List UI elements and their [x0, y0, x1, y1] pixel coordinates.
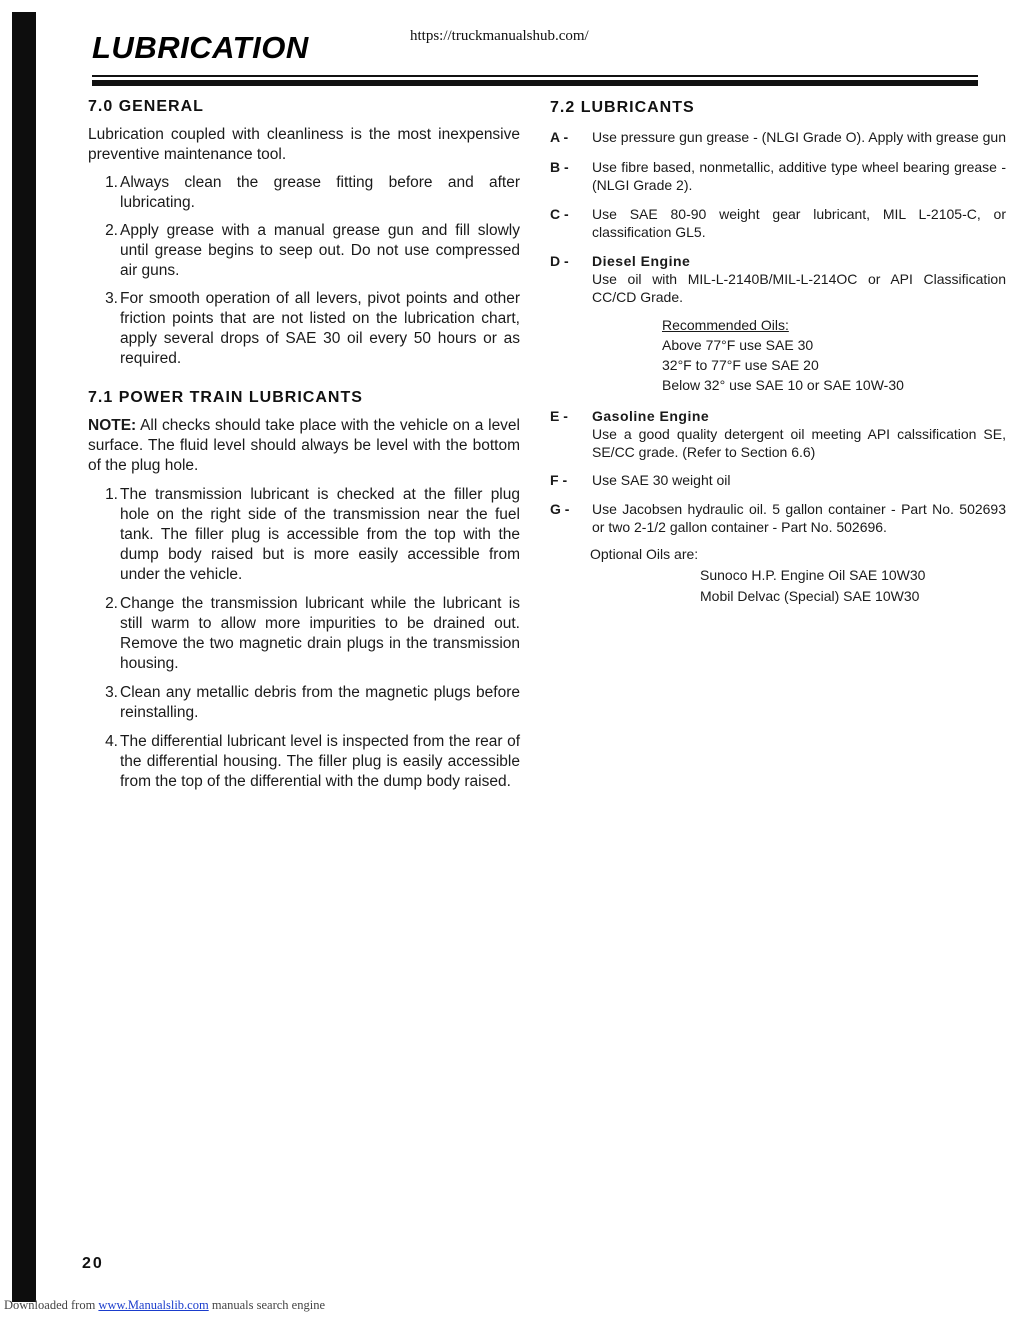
- recommended-oils: [662, 315, 1006, 395]
- lubricant-body: [592, 252, 1006, 306]
- recommended-title: Recommended Oils:: [662, 317, 789, 333]
- lubricant-letter: D -: [550, 253, 569, 269]
- lubricant-item-g: [550, 500, 1006, 536]
- list-text: Apply grease with a manual grease gun and fill slowly until grease begins to seep out. Do not use compressed air guns.: [120, 222, 520, 279]
- page-number: 20: [82, 1255, 104, 1272]
- power-train-list: [88, 485, 520, 792]
- list-text: Clean any metallic debris from the magnetic plugs before reinstalling.: [120, 684, 520, 721]
- optional-oils: [590, 544, 1006, 607]
- lubricant-text: Use pressure gun grease - (NLGI Grade O). Apply with grease gun: [592, 129, 1006, 145]
- lubricant-item-b: [550, 158, 1006, 194]
- optional-line: Sunoco H.P. Engine Oil SAE 10W30: [700, 567, 926, 583]
- list-item: [88, 289, 520, 369]
- header-rule-thick: [92, 80, 978, 86]
- recommended-line: Below 32° use SAE 10 or SAE 10W-30: [662, 377, 904, 393]
- list-number: 1.: [105, 486, 118, 503]
- list-text: The differential lubricant level is inspected from the rear of the differential housing. The filler plug is easily accessible from the top of the differential with the dump body raised.: [120, 733, 520, 790]
- lubricant-letter: E -: [550, 408, 568, 424]
- lubricants-heading: 7.2 LUBRICANTS: [550, 99, 695, 116]
- lubricant-item-f: [550, 471, 1006, 489]
- list-item: [88, 221, 520, 281]
- source-url: https://truckmanualshub.com/: [410, 28, 589, 44]
- power-train-note: [88, 416, 520, 476]
- optional-line: Mobil Delvac (Special) SAE 10W30: [700, 588, 920, 604]
- lubricant-item-e: [550, 407, 1006, 461]
- lubricant-item-d: [550, 252, 1006, 306]
- lubricant-item-a: [550, 128, 1006, 146]
- lubricant-letter: G -: [550, 501, 570, 517]
- list-item: [88, 485, 520, 585]
- lubricant-text: Use Jacobsen hydraulic oil. 5 gallon container - Part No. 502693 or two 2-1/2 gallon container - Part No. 502696.: [592, 501, 1006, 535]
- recommended-line: 32°F to 77°F use SAE 20: [662, 357, 819, 373]
- lubricant-letter: C -: [550, 206, 569, 222]
- header-rule-thin: [92, 75, 978, 77]
- lubricant-text: Use SAE 80-90 weight gear lubricant, MIL L-2105-C, or classification GL5.: [592, 206, 1006, 240]
- binding-edge-bar: [12, 12, 36, 1302]
- recommended-line: Above 77°F use SAE 30: [662, 337, 814, 353]
- list-item: [88, 683, 520, 723]
- lubricant-letter: F -: [550, 472, 568, 488]
- lubricant-text: Use a good quality detergent oil meeting API calssification SE, SE/CC grade. (Refer to Section 6.6): [592, 426, 1006, 460]
- list-item: [88, 732, 520, 792]
- list-number: 3.: [105, 290, 118, 307]
- left-column: [88, 96, 520, 792]
- lubricant-subheading: Diesel Engine: [592, 253, 691, 269]
- lubricant-letter: B -: [550, 159, 569, 175]
- list-number: 3.: [105, 684, 118, 701]
- footer-suffix: manuals search engine: [208, 1298, 325, 1312]
- list-number: 2.: [105, 222, 118, 239]
- footer: [4, 1298, 325, 1313]
- list-number: 4.: [105, 733, 118, 750]
- lubricant-text: Use SAE 30 weight oil: [592, 472, 731, 488]
- general-heading: 7.0 GENERAL: [88, 98, 204, 115]
- list-text: Change the transmission lubricant while the lubricant is still warm to allow more impurities to be drained out. Remove the two magnetic drain plugs in the transmission housing.: [120, 595, 520, 672]
- general-intro: Lubrication coupled with cleanliness is the most inexpensive preventive maintenance tool.: [88, 126, 520, 163]
- right-column: [550, 96, 1006, 607]
- list-item: [88, 173, 520, 213]
- optional-title: Optional Oils are:: [590, 546, 699, 562]
- note-text: All checks should take place with the vehicle on a level surface. The fluid level should always be level with the bottom of the plug hole.: [88, 417, 520, 474]
- list-text: The transmission lubricant is checked at the filler plug hole on the right side of the transmission near the fuel tank. The filler plug is accessible from the top with the dump body raised but is more easily accessible from under the vehicle.: [120, 486, 520, 583]
- list-text: Always clean the grease fitting before and after lubricating.: [120, 174, 520, 211]
- lubricant-letter: A -: [550, 129, 569, 145]
- lubricant-text: Use oil with MIL-L-2140B/MIL-L-214OC or API Classification CC/CD Grade.: [592, 271, 1006, 305]
- page-title: LUBRICATION: [92, 30, 309, 65]
- lubricant-subheading: Gasoline Engine: [592, 408, 710, 424]
- list-text: For smooth operation of all levers, pivot points and other friction points that are not listed on the lubrication chart, apply several drops of SAE 30 oil every 50 hours or as required.: [120, 290, 520, 367]
- lubricant-body: [592, 407, 1006, 461]
- footer-prefix: Downloaded from: [4, 1298, 99, 1312]
- list-number: 2.: [105, 595, 118, 612]
- list-number: 1.: [105, 174, 118, 191]
- general-list: [88, 173, 520, 369]
- manualslib-link[interactable]: www.Manualslib.com: [98, 1298, 209, 1312]
- lubricant-item-c: [550, 205, 1006, 241]
- note-label: NOTE:: [88, 417, 137, 434]
- power-train-heading: 7.1 POWER TRAIN LUBRICANTS: [88, 389, 363, 406]
- lubricant-text: Use fibre based, nonmetallic, additive type wheel bearing grease - (NLGI Grade 2).: [592, 159, 1006, 193]
- list-item: [88, 594, 520, 674]
